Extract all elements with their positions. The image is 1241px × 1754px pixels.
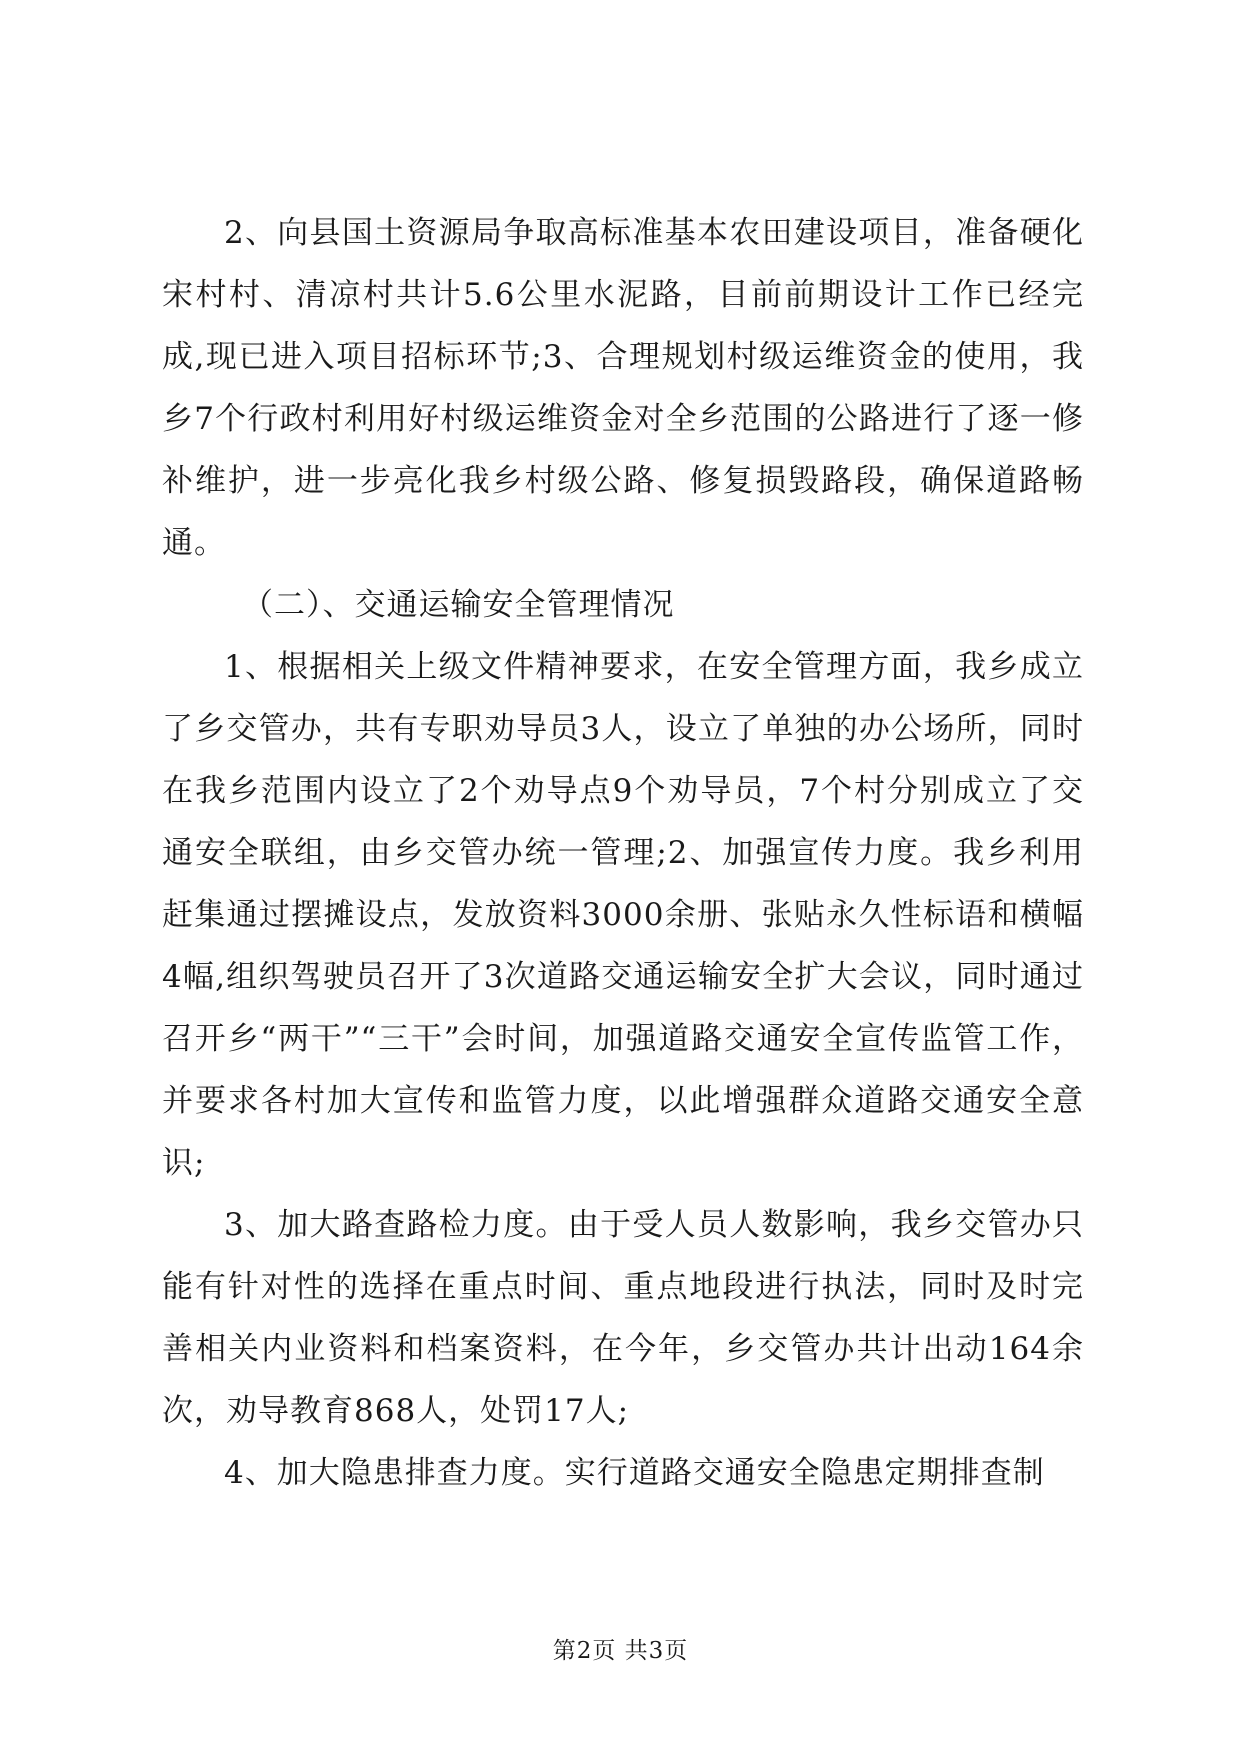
paragraph-hazard-investigation: 4、加大隐患排查力度。实行道路交通安全隐患定期排查制 [224,1455,1045,1491]
paragraph-safety-management: 1、根据相关上级文件精神要求，在安全管理方面，我乡成立了乡交管办，共有专职劝导员3人，设立了单独的办公场所，同时在我乡范围内设立了2个劝导点9个劝导员，7个村分别成立了交通安全联组，由乡交管办统一管理;2、加强宣传力度。我乡利用赶集通过摆摊设点，发放资料3000余册、张贴永久性标语和横幅4幅,组织驾驶员召开了3次道路交通运输安全扩大会议，同时通过召开乡“两干”“三干”会时间，加强道路交通安全宣传监管工作，并要求各村加大宣传和监管力度，以此增强群众道路交通安全意识; [162,649,1084,1181]
document-body [162,202,1084,1504]
paragraph-road-inspection: 3、加大路查路检力度。由于受人员人数影响，我乡交管办只能有针对性的选择在重点时间、重点地段进行执法，同时及时完善相关内业资料和档案资料，在今年，乡交管办共计出动164余次，劝导教育868人，处罚17人; [162,1207,1084,1429]
paragraph-rural-road-project: 2、向县国土资源局争取高标准基本农田建设项目，准备硬化宋村村、清凉村共计5.6公里水泥路，目前前期设计工作已经完成,现已进入项目招标环节;3、合理规划村级运维资金的使用，我乡7个行政村利用好村级运维资金对全乡范围的公路进行了逐一修补维护，进一步亮化我乡村级公路、修复损毁路段，确保道路畅通。 [162,215,1084,561]
section-heading-traffic-safety: （二）、交通运输安全管理情况 [242,587,675,623]
page-number-footer: 第2页 共3页 [552,1638,689,1664]
